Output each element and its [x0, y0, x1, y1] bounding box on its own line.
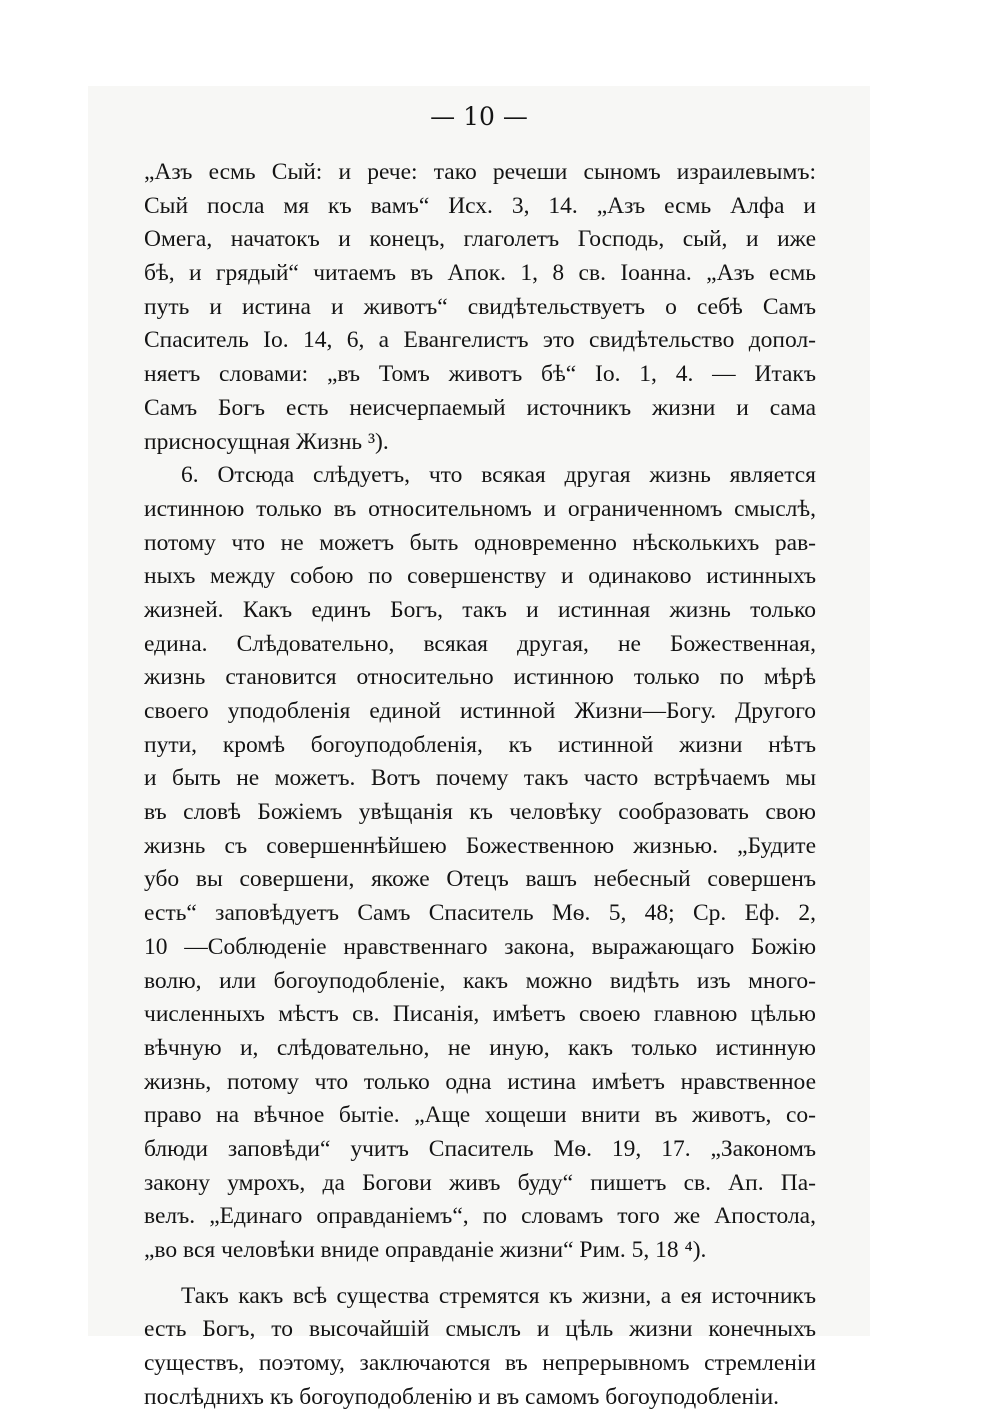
- text-line: едина. Слѣдовательно, всякая другая, не Божественная,: [144, 630, 816, 657]
- text-line: право на вѣчное бытіе. „Аще хощеши внити въ животъ, со-: [144, 1102, 816, 1129]
- text-line: численныхъ мѣстъ св. Писанія, имѣетъ своею главною цѣлью: [144, 1001, 816, 1028]
- text-line: няетъ словами: „въ Томъ животъ бѣ“ Іо. 1, 4. — Итакъ: [144, 361, 816, 388]
- text-line: жизнь съ совершеннѣйшею Божественною жизнью. „Будите: [144, 832, 816, 859]
- text-line: и быть не можетъ. Вотъ почему такъ часто встрѣчаемъ мы: [144, 765, 816, 792]
- text-line: Сый посла мя къ вамъ“ Исх. 3, 14. „Азъ есмь Алфа и: [144, 192, 816, 219]
- text-line: 6. Отсюда слѣдуетъ, что всякая другая жизнь является: [181, 462, 816, 489]
- text-line: истинною только въ относительномъ и ограниченномъ смыслѣ,: [144, 495, 816, 522]
- paragraph: [144, 459, 816, 1268]
- paragraph: [144, 1280, 816, 1415]
- paragraph: [144, 156, 816, 459]
- text-line: волю, или богоуподобленіе, какъ можно видѣть изъ много-: [144, 967, 816, 994]
- text-line: Омега, начатокъ и конецъ, глаголетъ Господь, сый, и иже: [144, 226, 816, 253]
- text-line: жизнь, потому что только одна истина имѣетъ нравственное: [144, 1068, 816, 1095]
- text-line: жизней. Какъ единъ Богъ, такъ и истинная жизнь только: [144, 596, 816, 623]
- text-line: бѣ, и грядый“ читаемъ въ Апок. 1, 8 св. Іоанна. „Азъ есмь: [144, 260, 816, 287]
- text-line: есть“ заповѣдуетъ Самъ Спаситель Мѳ. 5, 48; Ср. Еф. 2,: [144, 900, 816, 927]
- text-line: своего уподобленія единой истинной Жизни—Богу. Другого: [144, 698, 816, 724]
- page-number: — 10 —: [430, 102, 528, 131]
- book-page: [88, 86, 870, 1410]
- text-line: вѣчную и, слѣдовательно, не иную, какъ только истинную: [144, 1034, 816, 1061]
- text-line: ныхъ между собою по совершенству и одинаково истинныхъ: [144, 563, 816, 590]
- paragraph-gap: [144, 1268, 816, 1280]
- body-text: [144, 156, 816, 1414]
- text-line: существъ, поэтому, заключаются въ непрерывномъ стремленіи: [144, 1350, 816, 1377]
- text-line: 10 —Соблюденіе нравственнаго закона, выражающаго Божію: [144, 933, 816, 960]
- text-line: есть Богъ, то высочайшій смыслъ и цѣль жизни конечныхъ: [144, 1316, 816, 1343]
- text-line: послѣднихъ къ богоуподобленію и въ самомъ богоуподобленіи.: [144, 1383, 780, 1410]
- text-line: въ словѣ Божіемъ увѣщанія къ человѣку сообразовать свою: [144, 799, 816, 826]
- text-line: пути, кромѣ богоуподобленія, къ истинной жизни нѣтъ: [144, 731, 816, 758]
- text-line: блюди заповѣди“ учитъ Спаситель Мѳ. 19, 17. „Закономъ: [144, 1135, 816, 1162]
- text-line: Самъ Богъ есть неисчерпаемый источникъ жизни и сама: [144, 394, 816, 421]
- text-line: жизнь становится относительно истинною только по мѣрѣ: [144, 664, 816, 691]
- text-line: Спаситель Іо. 14, 6, а Евангелистъ это свидѣтельство допол-: [144, 327, 816, 354]
- text-line: „во вся человѣки вниде оправданіе жизни“ Рим. 5, 18 ⁴).: [144, 1237, 707, 1263]
- text-line: потому что не можетъ быть одновременно нѣсколькихъ рав-: [144, 529, 816, 556]
- text-line: Такъ какъ всѣ существа стремятся къ жизни, а ея источникъ: [181, 1282, 816, 1309]
- text-line: велъ. „Единаго оправданіемъ“, по словамъ того же Апостола,: [144, 1203, 816, 1230]
- text-line: присносущная Жизнь ³).: [144, 428, 389, 455]
- text-line: закону умрохъ, да Богови живъ буду“ пишетъ св. Ап. Па-: [144, 1169, 816, 1196]
- text-line: путь и истина и животъ“ свидѣтельствуетъ о себѣ Самъ: [144, 293, 816, 320]
- text-line: „Азъ есмь Сый: и рече: тако речеши сыномъ израилевымъ:: [144, 159, 816, 185]
- text-line: убо вы совершени, якоже Отецъ вашъ небесный совершенъ: [144, 866, 816, 893]
